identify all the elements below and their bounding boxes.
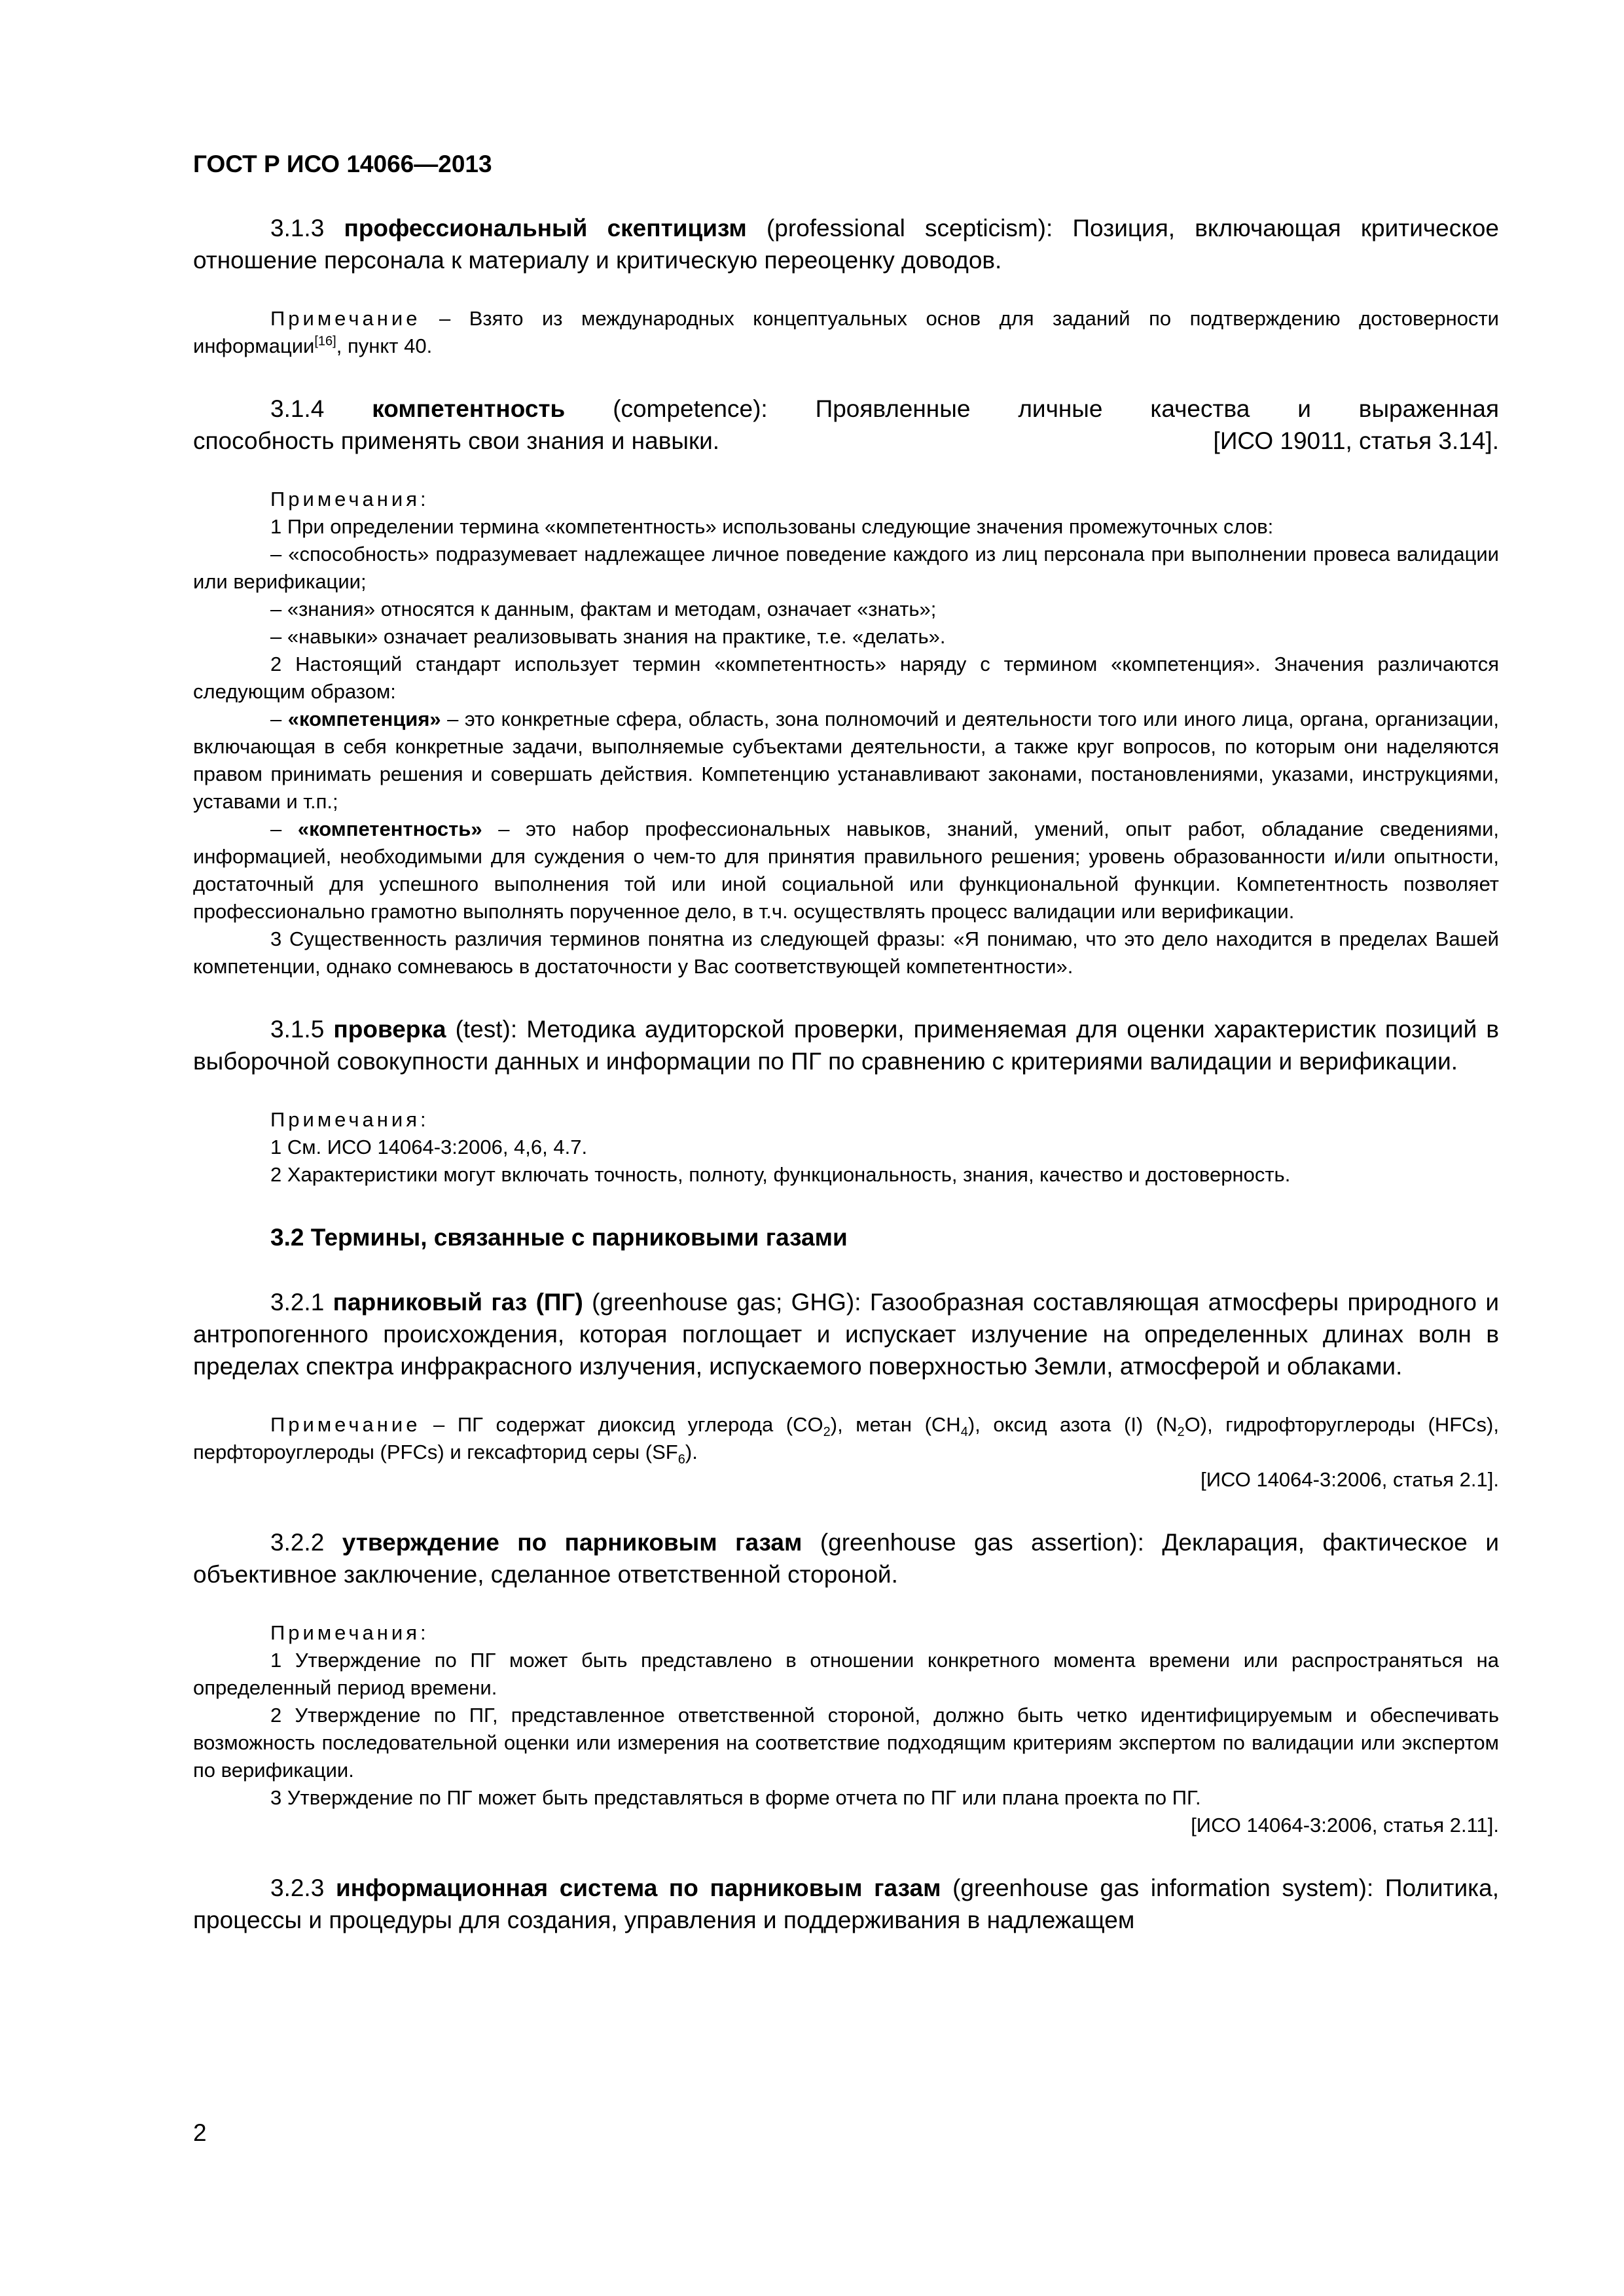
- term-number: 3.2.1: [270, 1289, 325, 1316]
- term-3-2-2: [193, 1526, 1499, 1590]
- term-reference: [ИСО 19011, статья 3.14].: [1213, 427, 1499, 454]
- note-1: 1 См. ИСО 14064-3:2006, 4,6, 4.7.: [270, 1136, 588, 1158]
- note-1b: – «знания» относятся к данным, фактам и методам, означает «знать»;: [270, 598, 937, 620]
- term-definition-end: способность применять свои знания и навыки.: [193, 427, 720, 454]
- term-name: парниковый газ (ПГ): [333, 1289, 583, 1316]
- term-name: информационная система по парниковым газам: [335, 1874, 941, 1901]
- note-1: 1 Утверждение по ПГ может быть представлено в отношении конкретного момента времени или распространяться на определенный период времени.: [193, 1649, 1499, 1699]
- note-reference: [ИСО 14064-3:2006, статья 2.11].: [1191, 1814, 1499, 1837]
- term-definition: (greenhouse gas assertion): Декларация, фактическое и объективное заключение, сделанное ответственной стороной.: [193, 1529, 1499, 1588]
- note-term: «компетентность»: [297, 817, 482, 840]
- note-3: 3 Существенность различия терминов понятна из следующей фразы: «Я понимаю, что это дело находится в пределах Вашей компетенции, однако сомневаюсь в достаточности у Вас соответствующей компетентности».: [193, 927, 1499, 978]
- note-1a: – «способность» подразумевает надлежащее личное поведение каждого из лиц персонала при выполнении провеса валидации или верификации;: [193, 543, 1499, 593]
- note-text: Взято из международных концептуальных основ для заданий по подтверждению достоверности информации: [193, 307, 1500, 357]
- note-2: 2 Утверждение по ПГ, представленное ответственной стороной, должно быть четко идентифицируемым и обеспечивать возможность последовательной оценки или измерения на соответствие подходящим критериям экспертом по валидации или экспертом по верификации.: [193, 1704, 1499, 1782]
- note-2: 2 Настоящий стандарт использует термин «компетентность» наряду с термином «компетенция». Значения различаются следующим образом:: [193, 653, 1499, 703]
- term-number: 3.1.3: [270, 215, 325, 242]
- term-definition: (competence): Проявленные личные качества и выраженная: [565, 395, 1500, 422]
- term-definition: (professional scepticism): Позиция, включающая критическое отношение персонала к материалу и критическую переоценку доводов.: [193, 215, 1500, 274]
- page-number: 2: [193, 2119, 207, 2146]
- note-2: 2 Характеристики могут включать точность, полноту, функциональность, знания, качество и достоверность.: [270, 1163, 1291, 1186]
- note-2b: – «компетентность» – это набор профессиональных навыков, знаний, умений, опыт работ, обладание сведениями, информацией, необходимыми для суждения о чем-то для принятия правильного решения; уровень образованности и/или опытности, достаточный для успешного выполнения той или иной социальной или функциональной функции. Компетентность позволяет профессионально грамотно выполнять порученное дело, в т.ч. осуществлять процесс валидации или верификации.: [193, 817, 1500, 923]
- note-term: «компетенция»: [287, 708, 441, 730]
- term-3-2-3: [193, 1872, 1499, 1936]
- notes-label: Примечания:: [270, 488, 429, 511]
- reference-sup: [16]: [314, 334, 336, 349]
- term-number: 3.2.2: [270, 1529, 325, 1556]
- term-3-1-5: [193, 1013, 1499, 1077]
- note-1c: – «навыки» означает реализовывать знания на практике, т.е. «делать».: [270, 625, 946, 648]
- term-name: профессиональный скептицизм: [344, 215, 747, 242]
- note-label: Примечание: [270, 307, 421, 330]
- note-label: Примечание: [270, 1413, 421, 1436]
- note-2a: – «компетенция» – это конкретные сфера, область, зона полномочий и деятельности того или иного лица, органа, организации, включающая в себя конкретные задачи, выполняемые субъектами деятельности, а также круг вопросов, по которым они наделяются правом принимать решения и совершать действия. Компетенцию устанавливают законами, постановлениями, указами, инструкциями, уставами и т.п.;: [193, 708, 1499, 813]
- term-3-1-4: [193, 393, 1499, 425]
- term-definition: (test): Методика аудиторской проверки, применяемая для оценки характеристик позиций в выборочной совокупности данных и информации по ПГ по сравнению с критериями валидации и верификации.: [193, 1016, 1499, 1075]
- term-name: проверка: [333, 1016, 446, 1043]
- note-3-1-3: Примечание – Взято из международных концептуальных основ для заданий по подтверждению достоверности информации[16], пункт 40.: [193, 307, 1500, 357]
- term-number: 3.1.5: [270, 1016, 325, 1043]
- document-header: ГОСТ Р ИСО 14066—2013: [193, 151, 492, 177]
- term-3-1-3: [193, 212, 1499, 276]
- term-name: компетентность: [372, 395, 566, 422]
- notes-label: Примечания:: [270, 1621, 429, 1644]
- section-heading: 3.2 Термины, связанные с парниковыми газами: [270, 1224, 848, 1251]
- term-definition: (greenhouse gas; GHG): Газообразная составляющая атмосферы природного и антропогенного происхождения, которая поглощает и испускает излучение на определенных длинах волн в пределах спектра инфракрасного излучения, испускаемого поверхностью Земли, атмосферой и облаками.: [193, 1289, 1499, 1380]
- term-number: 3.1.4: [270, 395, 325, 422]
- note-reference: [ИСО 14064-3:2006, статья 2.1].: [1200, 1468, 1499, 1491]
- term-definition: (greenhouse gas information system): Политика, процессы и процедуры для создания, управления и поддерживания в надлежащем: [193, 1874, 1500, 1933]
- term-number: 3.2.3: [270, 1874, 325, 1901]
- term-3-1-4-line2: [193, 425, 1499, 457]
- notes-label: Примечания:: [270, 1108, 429, 1131]
- page-content: [193, 151, 1499, 1936]
- note-3-2-1: Примечание – ПГ содержат диоксид углерода $(CO_2)$, метан $(CH_4)$, оксид азота (I) $(N_2O)$, гидрофторуглероды (HFCs), перфтороуглероды (PFCs) и гексафторид серы $(SF_6)$.: [193, 1413, 1499, 1467]
- note-3: 3 Утверждение по ПГ может быть представляться в форме отчета по ПГ или плана проекта по ПГ.: [270, 1786, 1201, 1809]
- term-3-2-1: [193, 1286, 1499, 1382]
- note-1: 1 При определении термина «компетентность» использованы следующие значения промежуточных слов:: [270, 515, 1274, 538]
- term-name: утверждение по парниковым газам: [342, 1529, 803, 1556]
